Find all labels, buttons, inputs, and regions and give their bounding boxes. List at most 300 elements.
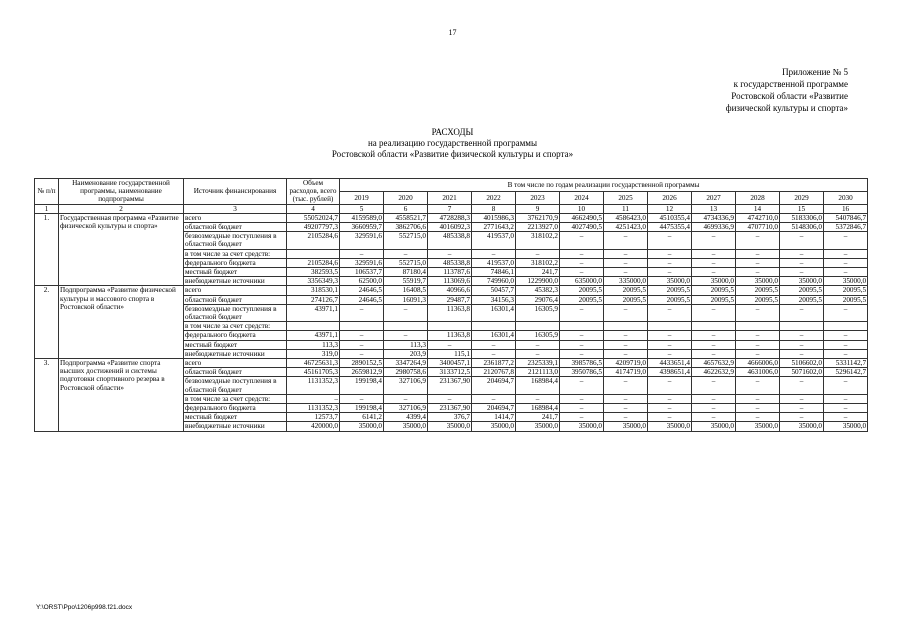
year-amount: 35000,0 <box>384 422 428 431</box>
year-amount: 4728288,3 <box>428 213 472 222</box>
year-amount: – <box>428 249 472 258</box>
year-amount: 6141,2 <box>340 413 384 422</box>
year-amount: 4398651,4 <box>648 368 692 377</box>
year-amount: 35000,0 <box>516 422 560 431</box>
funding-source: местный бюджет <box>184 340 287 349</box>
year-amount: 4510355,4 <box>648 213 692 222</box>
year-amount: – <box>560 304 604 321</box>
year-amount: 4209719,0 <box>604 359 648 368</box>
year-amount: – <box>648 404 692 413</box>
year-amount: 20095,5 <box>736 286 780 295</box>
year-amount: – <box>692 304 736 321</box>
year-amount: – <box>692 349 736 358</box>
column-index: 14 <box>736 204 780 213</box>
total-amount <box>287 322 340 331</box>
funding-source: безвозмездные поступления в областной бюджет <box>184 377 287 394</box>
column-index: 15 <box>780 204 824 213</box>
year-amount: 35000,0 <box>604 422 648 431</box>
year-amount: – <box>516 249 560 258</box>
year-amount: – <box>384 249 428 258</box>
year-amount: 4159589,0 <box>340 213 384 222</box>
header-source: Источник финансирования <box>184 179 287 205</box>
year-amount: 204694,7 <box>472 404 516 413</box>
year-amount: 749960,0 <box>472 277 516 286</box>
year-amount: 419537,0 <box>472 258 516 267</box>
year-amount: 4666006,0 <box>736 359 780 368</box>
year-amount <box>340 322 384 331</box>
year-amount: 5106602,0 <box>780 359 824 368</box>
year-amount: – <box>824 232 868 249</box>
funding-source: областной бюджет <box>184 295 287 304</box>
year-amount: – <box>472 349 516 358</box>
column-index: 7 <box>428 204 472 213</box>
funding-source: в том числе за счет средств: <box>184 322 287 331</box>
header-by-year: В том числе по годам реализации государственной программы <box>340 179 868 192</box>
year-amount <box>780 322 824 331</box>
header-year: 2019 <box>340 191 384 204</box>
document-title <box>0 127 905 160</box>
page-number: 17 <box>448 28 457 37</box>
footer-file-path: Y:\ORST\Ppo\1206p998.f21.docx <box>36 604 133 611</box>
column-index: 16 <box>824 204 868 213</box>
year-amount: – <box>692 331 736 340</box>
year-amount: 552715,0 <box>384 232 428 249</box>
year-amount: 203,9 <box>384 349 428 358</box>
total-amount: 2105284,6 <box>287 258 340 267</box>
funding-source: федерального бюджета <box>184 258 287 267</box>
funding-source: внебюджетные источники <box>184 349 287 358</box>
year-amount: 35000,0 <box>692 422 736 431</box>
year-amount: – <box>604 394 648 403</box>
year-amount: – <box>648 258 692 267</box>
year-amount: – <box>648 394 692 403</box>
header-number: № п/п <box>35 179 59 205</box>
header-year: 2026 <box>648 191 692 204</box>
header-name: Наименование государственной программы, наименование подпрограммы <box>59 179 184 205</box>
year-amount: 327106,9 <box>384 404 428 413</box>
header-year: 2025 <box>604 191 648 204</box>
year-amount: 16305,9 <box>516 331 560 340</box>
funding-source: внебюджетные источники <box>184 277 287 286</box>
year-amount: – <box>560 331 604 340</box>
year-amount: – <box>780 377 824 394</box>
year-amount: 318102,2 <box>516 258 560 267</box>
column-index: 6 <box>384 204 428 213</box>
year-amount: 2213927,0 <box>516 223 560 232</box>
year-amount <box>516 322 560 331</box>
year-amount: 4622632,9 <box>692 368 736 377</box>
funding-source: безвозмездные поступления в областной бюджет <box>184 232 287 249</box>
year-amount: – <box>780 331 824 340</box>
year-amount: 24646,5 <box>340 295 384 304</box>
year-amount: – <box>384 331 428 340</box>
year-amount: – <box>560 258 604 267</box>
section-name: Подпрограмма «Развитие физической культуры и массового спорта в Ростовской области» <box>59 286 184 359</box>
year-amount: 376,7 <box>428 413 472 422</box>
year-amount: – <box>516 340 560 349</box>
year-amount: 635000,0 <box>560 277 604 286</box>
year-amount: 16408,5 <box>384 286 428 295</box>
year-amount: 2121113,0 <box>516 368 560 377</box>
year-amount: – <box>340 349 384 358</box>
expenses-table <box>34 178 868 432</box>
column-index: 8 <box>472 204 516 213</box>
year-amount: – <box>384 304 428 321</box>
year-amount: 34156,3 <box>472 295 516 304</box>
year-amount: – <box>824 331 868 340</box>
year-amount: – <box>692 377 736 394</box>
column-index: 3 <box>184 204 287 213</box>
year-amount: 419537,0 <box>472 232 516 249</box>
year-amount: 35000,0 <box>472 422 516 431</box>
title-line-1: РАСХОДЫ <box>431 127 474 137</box>
year-amount: – <box>780 404 824 413</box>
total-amount: 382593,5 <box>287 268 340 277</box>
year-amount: 11363,8 <box>428 304 472 321</box>
year-amount: – <box>736 258 780 267</box>
year-amount: – <box>340 394 384 403</box>
year-amount: – <box>736 331 780 340</box>
year-amount: 20095,5 <box>736 295 780 304</box>
year-amount: 2361877,2 <box>472 359 516 368</box>
year-amount: – <box>560 349 604 358</box>
funding-source: федерального бюджета <box>184 404 287 413</box>
year-amount: 3133712,5 <box>428 368 472 377</box>
header-year: 2027 <box>692 191 736 204</box>
total-amount: 12573,7 <box>287 413 340 422</box>
year-amount <box>560 322 604 331</box>
year-amount: 3347264,9 <box>384 359 428 368</box>
year-amount: – <box>604 331 648 340</box>
year-amount: 20095,5 <box>648 286 692 295</box>
year-amount: – <box>560 394 604 403</box>
year-amount: – <box>560 249 604 258</box>
year-amount: 16301,4 <box>472 304 516 321</box>
year-amount: 5407846,7 <box>824 213 868 222</box>
funding-source: областной бюджет <box>184 223 287 232</box>
header-year: 2021 <box>428 191 472 204</box>
year-amount: – <box>428 340 472 349</box>
year-amount: – <box>560 404 604 413</box>
year-amount: 168984,4 <box>516 377 560 394</box>
year-amount: 4586423,0 <box>604 213 648 222</box>
year-amount: 329591,6 <box>340 232 384 249</box>
year-amount: 4707710,0 <box>736 223 780 232</box>
year-amount <box>648 322 692 331</box>
header-total: Объем расходов, всего (тыс. рублей) <box>287 179 340 205</box>
section-number: 1. <box>35 213 59 286</box>
year-amount: – <box>648 331 692 340</box>
year-amount: – <box>736 404 780 413</box>
total-amount: 43971,1 <box>287 304 340 321</box>
year-amount: 20095,5 <box>560 295 604 304</box>
year-amount: – <box>604 377 648 394</box>
year-amount: 113787,6 <box>428 268 472 277</box>
year-amount: – <box>384 394 428 403</box>
column-index: 1 <box>35 204 59 213</box>
year-amount: – <box>604 249 648 258</box>
year-amount: 5331142,7 <box>824 359 868 368</box>
year-amount: – <box>736 413 780 422</box>
year-amount: 2659812,9 <box>340 368 384 377</box>
year-amount: – <box>428 394 472 403</box>
year-amount <box>384 322 428 331</box>
year-amount: – <box>604 413 648 422</box>
year-amount: – <box>824 304 868 321</box>
year-amount: 318102,2 <box>516 232 560 249</box>
year-amount: 20095,5 <box>604 286 648 295</box>
year-amount: – <box>604 258 648 267</box>
year-amount: 35000,0 <box>780 422 824 431</box>
year-amount: – <box>780 268 824 277</box>
year-amount: 204694,7 <box>472 377 516 394</box>
year-amount: 113069,6 <box>428 277 472 286</box>
year-amount: 5296142,7 <box>824 368 868 377</box>
total-amount: 319,0 <box>287 349 340 358</box>
total-amount: – <box>287 394 340 403</box>
funding-source: местный бюджет <box>184 413 287 422</box>
section-number: 3. <box>35 359 59 432</box>
year-amount: 113,3 <box>384 340 428 349</box>
year-amount: – <box>648 268 692 277</box>
total-amount: 46725631,3 <box>287 359 340 368</box>
year-amount: 4657632,9 <box>692 359 736 368</box>
column-index: 9 <box>516 204 560 213</box>
total-amount: 113,3 <box>287 340 340 349</box>
year-amount: 3950786,5 <box>560 368 604 377</box>
total-amount: 420000,0 <box>287 422 340 431</box>
year-amount: 2120767,8 <box>472 368 516 377</box>
total-amount: 1131352,3 <box>287 404 340 413</box>
column-index: 10 <box>560 204 604 213</box>
funding-source: безвозмездные поступления в областной бюджет <box>184 304 287 321</box>
appendix-line: физической культуры и спорта» <box>725 103 848 113</box>
year-amount: – <box>780 394 824 403</box>
year-amount: 4662490,5 <box>560 213 604 222</box>
column-index: 5 <box>340 204 384 213</box>
year-amount: – <box>472 394 516 403</box>
total-amount: 2105284,6 <box>287 232 340 249</box>
header-year: 2023 <box>516 191 560 204</box>
year-amount: – <box>560 413 604 422</box>
year-amount: 231367,90 <box>428 404 472 413</box>
total-amount: 55052024,7 <box>287 213 340 222</box>
funding-source: всего <box>184 359 287 368</box>
year-amount: 20095,5 <box>692 286 736 295</box>
year-amount: 241,7 <box>516 268 560 277</box>
year-amount: – <box>824 249 868 258</box>
year-amount: 35000,0 <box>736 277 780 286</box>
year-amount: – <box>736 394 780 403</box>
year-amount: 20095,5 <box>780 295 824 304</box>
year-amount: – <box>516 349 560 358</box>
year-amount: – <box>780 304 824 321</box>
year-amount: – <box>340 249 384 258</box>
year-amount <box>692 322 736 331</box>
table-row <box>35 213 868 222</box>
year-amount: – <box>692 404 736 413</box>
total-amount: 49207797,3 <box>287 223 340 232</box>
year-amount: 35000,0 <box>560 422 604 431</box>
appendix-line: к государственной программе <box>733 79 848 89</box>
year-amount: 35000,0 <box>428 422 472 431</box>
funding-source: всего <box>184 213 287 222</box>
year-amount: 106537,7 <box>340 268 384 277</box>
year-amount: 16301,4 <box>472 331 516 340</box>
year-amount: 5372846,7 <box>824 223 868 232</box>
year-amount: 35000,0 <box>824 422 868 431</box>
year-amount: – <box>560 232 604 249</box>
total-amount <box>287 249 340 258</box>
year-amount: – <box>340 340 384 349</box>
funding-source: федерального бюджета <box>184 331 287 340</box>
year-amount: 115,1 <box>428 349 472 358</box>
header-year: 2020 <box>384 191 428 204</box>
year-amount: – <box>736 340 780 349</box>
year-amount: – <box>604 304 648 321</box>
funding-source: всего <box>184 286 287 295</box>
year-amount: 3400457,1 <box>428 359 472 368</box>
year-amount: 4699336,9 <box>692 223 736 232</box>
year-amount: – <box>692 249 736 258</box>
table-row <box>35 286 868 295</box>
year-amount: – <box>472 340 516 349</box>
year-amount: – <box>648 340 692 349</box>
funding-source: в том числе за счет средств: <box>184 249 287 258</box>
year-amount: – <box>604 268 648 277</box>
header-year: 2029 <box>780 191 824 204</box>
year-amount: 87180,4 <box>384 268 428 277</box>
total-amount: 274126,7 <box>287 295 340 304</box>
year-amount: 485338,8 <box>428 258 472 267</box>
year-amount: 35000,0 <box>692 277 736 286</box>
year-amount: – <box>604 349 648 358</box>
year-amount: – <box>340 304 384 321</box>
year-amount: – <box>780 349 824 358</box>
table-row <box>35 359 868 368</box>
year-amount: – <box>780 340 824 349</box>
year-amount: 5148306,0 <box>780 223 824 232</box>
year-amount: 4027490,5 <box>560 223 604 232</box>
year-amount: – <box>604 232 648 249</box>
year-amount: – <box>692 232 736 249</box>
year-amount: 1229900,0 <box>516 277 560 286</box>
header-year: 2030 <box>824 191 868 204</box>
year-amount: – <box>780 258 824 267</box>
year-amount: 327106,9 <box>384 377 428 394</box>
funding-source: внебюджетные источники <box>184 422 287 431</box>
year-amount: – <box>648 349 692 358</box>
year-amount <box>736 322 780 331</box>
year-amount: 16091,3 <box>384 295 428 304</box>
year-amount: 4015986,3 <box>472 213 516 222</box>
year-amount: – <box>824 413 868 422</box>
year-amount: 4174719,0 <box>604 368 648 377</box>
column-index: 11 <box>604 204 648 213</box>
appendix-line: Приложение № 5 <box>782 67 848 77</box>
year-amount: 74846,1 <box>472 268 516 277</box>
funding-source: областной бюджет <box>184 368 287 377</box>
year-amount: – <box>736 232 780 249</box>
year-amount: 55919,7 <box>384 277 428 286</box>
year-amount: – <box>340 331 384 340</box>
year-amount: 62500,0 <box>340 277 384 286</box>
column-index: 12 <box>648 204 692 213</box>
year-amount: 3862706,6 <box>384 223 428 232</box>
year-amount: – <box>604 404 648 413</box>
year-amount: – <box>824 377 868 394</box>
year-amount: 50457,7 <box>472 286 516 295</box>
year-amount: 2890152,5 <box>340 359 384 368</box>
year-amount: 5183306,0 <box>780 213 824 222</box>
year-amount: 16305,9 <box>516 304 560 321</box>
year-amount: – <box>736 304 780 321</box>
year-amount: 29487,7 <box>428 295 472 304</box>
appendix-note <box>658 66 848 114</box>
year-amount: – <box>516 394 560 403</box>
year-amount: 2325339,1 <box>516 359 560 368</box>
year-amount: 20095,5 <box>692 295 736 304</box>
year-amount: – <box>472 249 516 258</box>
year-amount: – <box>560 340 604 349</box>
title-line-3: Ростовской области «Развитие физической культуры и спорта» <box>331 149 574 159</box>
year-amount: – <box>692 413 736 422</box>
column-index: 13 <box>692 204 736 213</box>
year-amount: 35000,0 <box>340 422 384 431</box>
year-amount: 3660959,7 <box>340 223 384 232</box>
year-amount: – <box>780 232 824 249</box>
year-amount: 4016092,3 <box>428 223 472 232</box>
year-amount: 20095,5 <box>824 295 868 304</box>
year-amount: 20095,5 <box>560 286 604 295</box>
year-amount: 168984,4 <box>516 404 560 413</box>
year-amount: 4742710,0 <box>736 213 780 222</box>
year-amount: 1414,7 <box>472 413 516 422</box>
title-line-2: на реализацию государственной программы <box>367 138 538 148</box>
year-amount: – <box>692 268 736 277</box>
year-amount: – <box>736 377 780 394</box>
year-amount: – <box>824 404 868 413</box>
year-amount: – <box>780 413 824 422</box>
year-amount: 35000,0 <box>648 422 692 431</box>
year-amount: 3762170,9 <box>516 213 560 222</box>
year-amount: – <box>824 268 868 277</box>
year-amount: 4734336,9 <box>692 213 736 222</box>
year-amount: – <box>692 258 736 267</box>
year-amount: 5071602,0 <box>780 368 824 377</box>
year-amount <box>428 322 472 331</box>
year-amount: 4433651,4 <box>648 359 692 368</box>
year-amount: – <box>736 349 780 358</box>
year-amount: – <box>648 413 692 422</box>
year-amount: – <box>824 340 868 349</box>
header-year: 2028 <box>736 191 780 204</box>
column-index: 4 <box>287 204 340 213</box>
year-amount: 4251423,0 <box>604 223 648 232</box>
year-amount: 199198,4 <box>340 404 384 413</box>
year-amount: 2980758,6 <box>384 368 428 377</box>
total-amount: 43971,1 <box>287 331 340 340</box>
year-amount <box>824 322 868 331</box>
year-amount: 35000,0 <box>824 277 868 286</box>
year-amount: – <box>648 249 692 258</box>
total-amount: 3356349,3 <box>287 277 340 286</box>
year-amount: 29076,4 <box>516 295 560 304</box>
year-amount: – <box>560 268 604 277</box>
year-amount: 2771643,2 <box>472 223 516 232</box>
year-amount: 335000,0 <box>604 277 648 286</box>
year-amount: – <box>824 258 868 267</box>
